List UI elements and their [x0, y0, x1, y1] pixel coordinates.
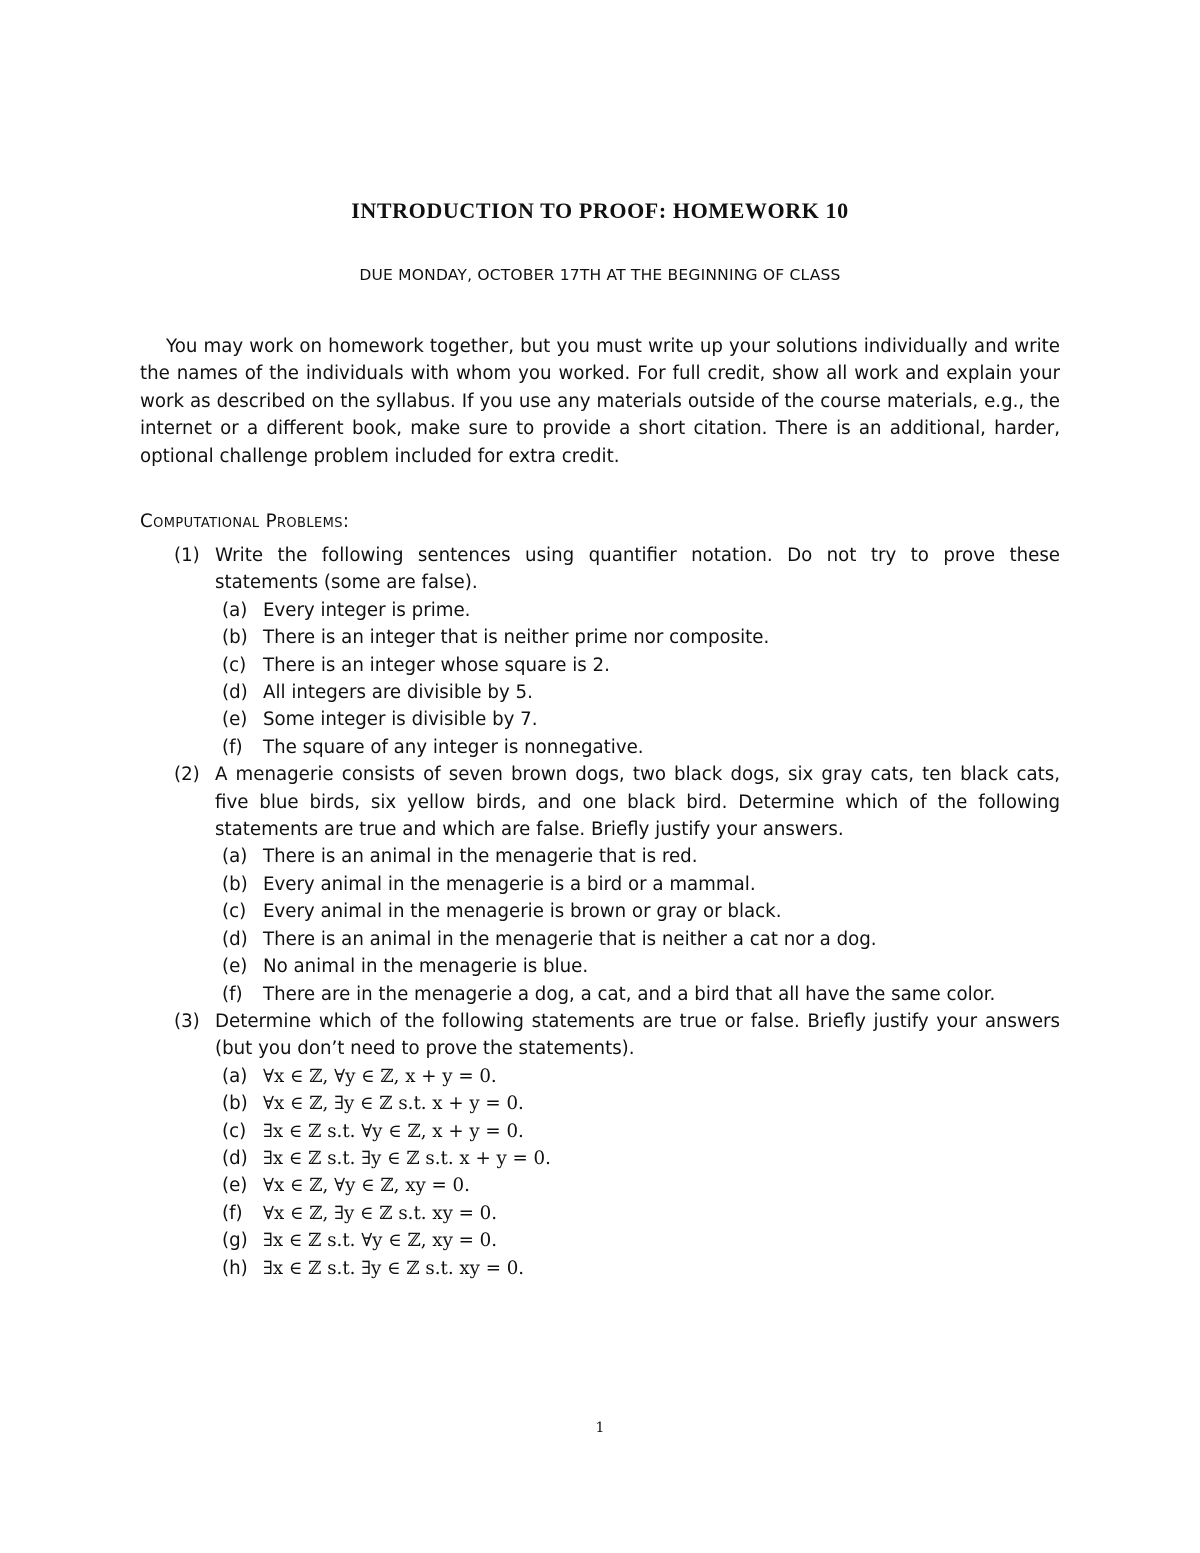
- problem-part: [215, 1255, 1060, 1282]
- part-label: (e): [222, 1175, 248, 1197]
- part-label: (e): [222, 956, 248, 978]
- problem-part: [215, 1200, 1060, 1227]
- problem-part: [215, 1063, 1060, 1090]
- part-label: (b): [222, 873, 248, 895]
- part-text: There are in the menagerie a dog, a cat, and a bird that all have the same color.: [263, 983, 996, 1005]
- part-label: (g): [222, 1230, 248, 1252]
- part-formula: ∃x ∈ ℤ s.t. ∀y ∈ ℤ, x + y = 0.: [263, 1120, 524, 1142]
- part-text: Some integer is divisible by 7.: [263, 709, 538, 731]
- problem-number: (3): [174, 1010, 200, 1032]
- part-label: (d): [222, 1147, 248, 1169]
- part-formula: ∃x ∈ ℤ s.t. ∀y ∈ ℤ, xy = 0.: [263, 1230, 497, 1252]
- part-label: (d): [222, 928, 248, 950]
- problem-text: Determine which of the following statements are true or false. Briefly justify your answers (but you don’t need to prove the statements).: [215, 1010, 1060, 1060]
- page-number: 1: [595, 1420, 605, 1436]
- problem-part: [215, 679, 1060, 706]
- part-text: There is an animal in the menagerie that is red.: [263, 846, 698, 868]
- part-label: (a): [222, 846, 248, 868]
- part-label: (b): [222, 1093, 248, 1115]
- problem-part: [215, 981, 1060, 1008]
- problem-text: Write the following sentences using quantifier notation. Do not try to prove these statements (some are false).: [215, 545, 1060, 594]
- problem-part: [215, 1227, 1060, 1254]
- problem-part: [215, 652, 1060, 679]
- part-label: (a): [222, 1065, 248, 1087]
- problem-number: (1): [174, 545, 200, 566]
- part-label: (e): [222, 709, 248, 731]
- part-label: (f): [222, 1202, 243, 1224]
- page-title: INTRODUCTION TO PROOF: HOMEWORK 10: [351, 198, 849, 223]
- part-text: The square of any integer is nonnegative.: [263, 736, 644, 758]
- part-label: (h): [222, 1257, 248, 1279]
- part-formula: ∃x ∈ ℤ s.t. ∃y ∈ ℤ s.t. xy = 0.: [263, 1257, 525, 1279]
- part-label: (c): [222, 901, 247, 923]
- part-text: There is an animal in the menagerie that is neither a cat nor a dog.: [263, 928, 877, 950]
- problem-part: [215, 624, 1060, 651]
- problem-part: [215, 734, 1060, 761]
- problem-text: A menagerie consists of seven brown dogs, two black dogs, six gray cats, ten black cats, five blue birds, six yellow birds, and one black bird. Determine which of the following statements are true and which are false. Briefly justify your answers.: [215, 764, 1060, 841]
- problem-1: [140, 542, 1060, 761]
- part-text: Every integer is prime.: [263, 599, 471, 621]
- problem-parts: [215, 597, 1060, 761]
- part-text: There is an integer that is neither prime nor composite.: [263, 627, 770, 649]
- part-formula: ∀x ∈ ℤ, ∃y ∈ ℤ s.t. x + y = 0.: [263, 1093, 524, 1115]
- part-text: There is an integer whose square is 2.: [263, 654, 610, 676]
- part-label: (f): [222, 736, 243, 758]
- problem-3: [140, 1008, 1060, 1282]
- part-formula: ∀x ∈ ℤ, ∃y ∈ ℤ s.t. xy = 0.: [263, 1202, 497, 1224]
- part-text: Every animal in the menagerie is a bird or a mammal.: [263, 873, 756, 895]
- problem-list: [140, 542, 1060, 1282]
- section-heading: Computational Problems:: [140, 511, 350, 532]
- problem-part: [215, 1172, 1060, 1199]
- problem-part: [215, 843, 1060, 870]
- problem-part: [215, 1090, 1060, 1117]
- due-date-subtitle: DUE MONDAY, OCTOBER 17TH AT THE BEGINNING OF CLASS: [359, 266, 841, 284]
- part-label: (d): [222, 682, 248, 704]
- part-text: All integers are divisible by 5.: [263, 682, 533, 704]
- problem-part: [215, 597, 1060, 624]
- problem-part: [215, 926, 1060, 953]
- part-label: (f): [222, 983, 243, 1005]
- problem-2: [140, 761, 1060, 1008]
- instructions-paragraph: You may work on homework together, but you must write up your solutions individually and write the names of the individuals with whom you worked. For full credit, show all work and explain your work as described on the syllabus. If you use any materials outside of the course materials, e.g., the internet or a different book, make sure to provide a short citation. There is an additional, harder, optional challenge problem included for extra credit.: [140, 336, 1060, 467]
- problem-part: [215, 871, 1060, 898]
- problem-number: (2): [174, 764, 200, 786]
- problem-part: [215, 1118, 1060, 1145]
- problem-parts: [215, 843, 1060, 1007]
- part-label: (c): [222, 654, 247, 676]
- part-formula: ∀x ∈ ℤ, ∀y ∈ ℤ, x + y = 0.: [263, 1065, 497, 1087]
- problem-part: [215, 898, 1060, 925]
- part-label: (a): [222, 599, 248, 621]
- part-label: (b): [222, 627, 248, 649]
- problem-part: [215, 953, 1060, 980]
- part-formula: ∃x ∈ ℤ s.t. ∃y ∈ ℤ s.t. x + y = 0.: [263, 1147, 551, 1169]
- part-text: Every animal in the menagerie is brown or gray or black.: [263, 901, 782, 923]
- part-text: No animal in the menagerie is blue.: [263, 956, 589, 978]
- part-formula: ∀x ∈ ℤ, ∀y ∈ ℤ, xy = 0.: [263, 1175, 470, 1197]
- problem-part: [215, 706, 1060, 733]
- part-label: (c): [222, 1120, 247, 1142]
- problem-part: [215, 1145, 1060, 1172]
- problem-parts: [215, 1063, 1060, 1282]
